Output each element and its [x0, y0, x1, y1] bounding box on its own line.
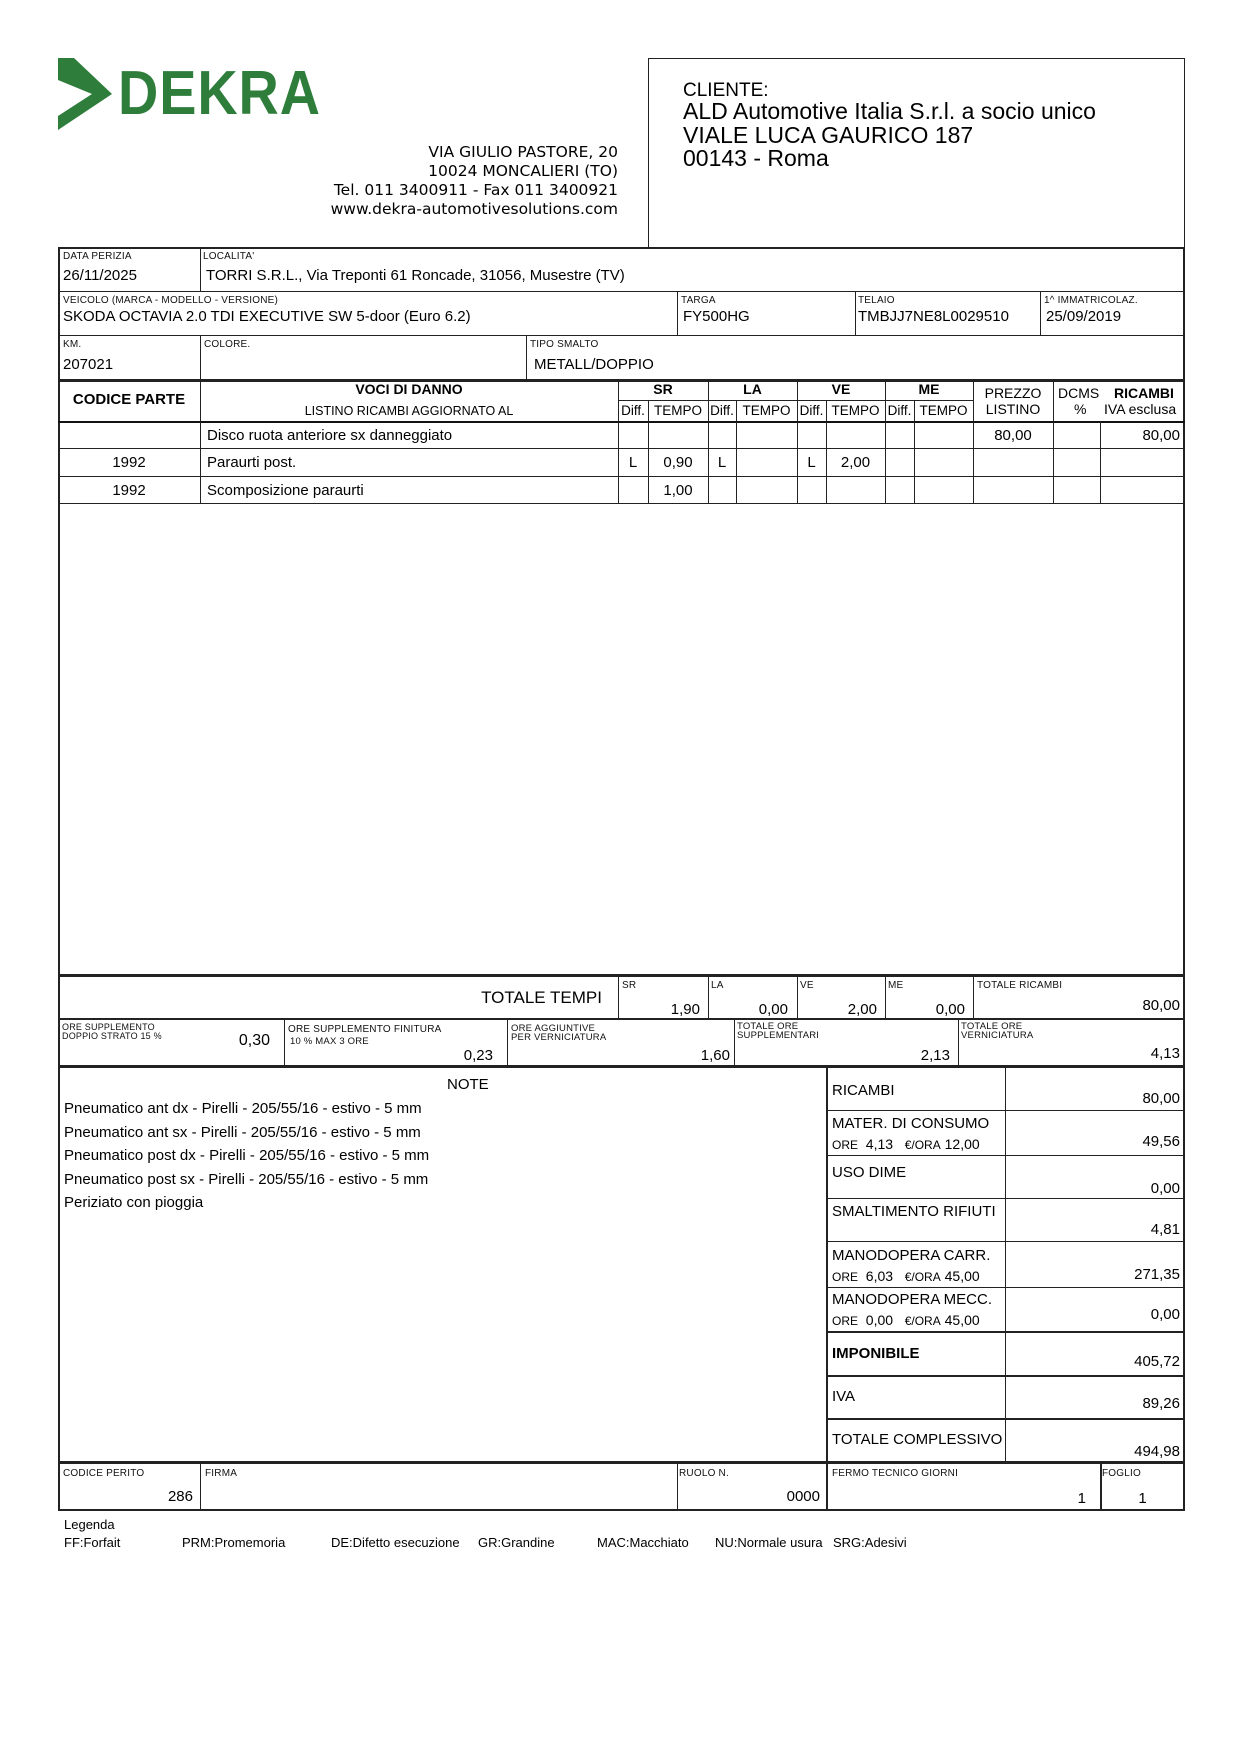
supp-finitura-sublabel: 10 % MAX 3 ORE — [290, 1036, 369, 1047]
client-label: CLIENTE: — [683, 80, 769, 101]
divider — [58, 1018, 1185, 1020]
client-name: ALD Automotive Italia S.r.l. a socio unico — [683, 98, 1096, 124]
tot-sr-value: 1,90 — [670, 1001, 700, 1018]
divider — [826, 1375, 1185, 1377]
divider — [1005, 1066, 1006, 1463]
veicolo-value: SKODA OCTAVIA 2.0 TDI EXECUTIVE SW 5-door (Euro 6.2) — [63, 308, 471, 325]
divider — [826, 1241, 1185, 1242]
tot-la-value: 0,00 — [758, 1001, 788, 1018]
dekra-arrow-icon — [58, 58, 114, 130]
divider — [826, 1198, 1185, 1199]
note-line: Pneumatico post dx - Pirelli - 205/55/16 - estivo - 5 mm — [64, 1147, 430, 1164]
tot-sr-label: SR — [622, 980, 637, 991]
localita-label: LOCALITA' — [203, 251, 255, 262]
row-ricambi: 80,00 — [1142, 427, 1180, 444]
row-voce: Scomposizione paraurti — [207, 482, 364, 499]
supp-doppio-label-1: ORE SUPPLEMENTO — [62, 1022, 155, 1032]
summary-label: TOTALE COMPLESSIVO — [832, 1431, 1003, 1448]
summary-label: SMALTIMENTO RIFIUTI — [832, 1203, 996, 1220]
tot-supp-label-2: SUPPLEMENTARI — [737, 1030, 820, 1041]
tot-me-value: 0,00 — [935, 1001, 965, 1018]
la-diff-header: Diff. — [710, 403, 734, 418]
summary-label: MATER. DI CONSUMO — [832, 1115, 990, 1132]
sr-header: SR — [653, 381, 673, 397]
website-link[interactable]: www.dekra-automotivesolutions.com — [330, 200, 618, 218]
targa-value: FY500HG — [683, 308, 750, 325]
tot-ve-label: VE — [800, 980, 814, 991]
divider — [826, 1418, 1185, 1420]
summary-value: 4,81 — [1150, 1221, 1180, 1238]
divider — [708, 380, 709, 503]
tot-vern-label-1: TOTALE ORE — [961, 1021, 1023, 1032]
legenda-item: FF:Forfait — [64, 1535, 121, 1550]
note-line: Pneumatico ant sx - Pirelli - 205/55/16 - estivo - 5 mm — [64, 1124, 421, 1141]
tot-supp-label — [737, 1022, 819, 1040]
row-la-diff: L — [717, 454, 727, 471]
divider — [734, 1018, 735, 1067]
me-tempo-header: TEMPO — [919, 403, 968, 418]
client-street: VIALE LUCA GAURICO 187 — [683, 122, 974, 148]
tot-ricambi-label: TOTALE RICAMBI — [977, 980, 1063, 991]
divider — [885, 380, 886, 503]
summary-label: USO DIME — [832, 1164, 907, 1181]
immatricolazione-value: 25/09/2019 — [1046, 308, 1122, 325]
divider — [826, 1331, 1185, 1333]
legenda-item: GR:Grandine — [478, 1535, 555, 1550]
client-city: 00143 - Roma — [683, 145, 829, 171]
divider — [826, 1066, 828, 1463]
codice-perito-label: CODICE PERITO — [63, 1468, 145, 1479]
aggiuntive-label-1: ORE AGGIUNTIVE — [511, 1023, 596, 1034]
codice-parte-header: CODICE PARTE — [72, 391, 186, 408]
divider — [58, 503, 1185, 504]
row-codice: 1992 — [112, 454, 146, 471]
sr-diff-header: Diff. — [621, 403, 645, 418]
row-codice: 1992 — [112, 482, 146, 499]
divider — [708, 975, 709, 1018]
rate-label: €/ORA — [904, 1138, 941, 1152]
data-perizia-value: 26/11/2025 — [63, 267, 137, 284]
row-sr-tempo: 0,90 — [663, 454, 693, 471]
supp-finitura-value: 0,23 — [463, 1047, 493, 1064]
rate-label: €/ORA — [904, 1270, 941, 1284]
supp-doppio-label — [62, 1023, 162, 1041]
rate-value: 45,00 — [944, 1312, 980, 1328]
km-label: KM. — [63, 339, 82, 350]
supp-doppio-value: 0,30 — [238, 1032, 270, 1049]
fermo-tecnico-value: 1 — [1077, 1490, 1086, 1507]
aggiuntive-label — [511, 1024, 606, 1042]
legenda-title: Legenda — [64, 1517, 115, 1532]
tot-la-label: LA — [711, 980, 724, 991]
la-tempo-header: TEMPO — [742, 403, 791, 418]
me-header: ME — [918, 381, 940, 397]
summary-label: RICAMBI — [832, 1082, 895, 1099]
summary-value: 494,98 — [1134, 1443, 1180, 1460]
row-voce: Disco ruota anteriore sx danneggiato — [207, 427, 453, 444]
summary-value: 405,72 — [1134, 1353, 1180, 1370]
aggiuntive-label-2: PER VERNICIATURA — [511, 1032, 607, 1043]
note-line: Periziato con pioggia — [64, 1194, 204, 1211]
aggiuntive-value: 1,60 — [700, 1047, 730, 1064]
foglio-label: FOGLIO — [1102, 1468, 1141, 1479]
veicolo-label: VEICOLO (MARCA - MODELLO - VERSIONE) — [63, 295, 279, 306]
ve-header: VE — [831, 381, 851, 397]
firma-label: FIRMA — [205, 1468, 238, 1479]
row-ve-diff: L — [807, 454, 816, 471]
ore-label: ORE — [832, 1270, 859, 1284]
summary-value: 0,00 — [1150, 1180, 1180, 1197]
tot-vern-value: 4,13 — [1150, 1045, 1180, 1062]
prezzo-header: PREZZO — [984, 385, 1042, 401]
note-line: Pneumatico ant dx - Pirelli - 205/55/16 - estivo - 5 mm — [64, 1100, 422, 1117]
tot-vern-label — [961, 1022, 1033, 1040]
divider — [618, 975, 619, 1018]
summary-value: 0,00 — [1150, 1306, 1180, 1323]
divider — [826, 1462, 828, 1511]
legenda-item: SRG:Adesivi — [833, 1535, 907, 1550]
tipo-smalto-label: TIPO SMALTO — [530, 339, 599, 350]
telaio-label: TELAIO — [858, 295, 895, 306]
ve-diff-header: Diff. — [799, 403, 824, 418]
tot-supp-value: 2,13 — [920, 1047, 950, 1064]
divider — [797, 380, 798, 503]
legenda-item: PRM:Promemoria — [182, 1535, 286, 1550]
totale-tempi-label: TOTALE TEMPI — [481, 988, 602, 1007]
supp-finitura-label: ORE SUPPLEMENTO FINITURA — [288, 1024, 442, 1035]
fermo-tecnico-label: FERMO TECNICO GIORNI — [832, 1468, 959, 1479]
divider — [826, 1155, 1185, 1156]
dcms-header: DCMS — [1058, 385, 1100, 401]
divider — [200, 247, 201, 291]
ve-tempo-header: TEMPO — [831, 403, 880, 418]
divider — [885, 975, 886, 1018]
divider — [58, 476, 1185, 477]
divider — [618, 380, 619, 503]
supp-doppio-label-2: DOPPIO STRATO 15 % — [62, 1031, 162, 1041]
logo-text: DEKRA — [118, 59, 321, 128]
summary-sub — [832, 1312, 980, 1328]
immatricolazione-label: 1^ IMMATRICOLAZ. — [1044, 295, 1138, 306]
row-sr-diff: L — [628, 454, 638, 471]
divider — [58, 421, 1185, 423]
summary-value: 271,35 — [1134, 1266, 1180, 1283]
ore-label: ORE — [832, 1138, 859, 1152]
divider — [58, 335, 1185, 336]
ore-value: 4,13 — [865, 1136, 894, 1152]
summary-label: IVA — [832, 1388, 856, 1405]
foglio-value: 1 — [1138, 1490, 1147, 1507]
divider — [855, 291, 856, 335]
tot-me-label: ME — [888, 980, 904, 991]
divider — [58, 448, 1185, 449]
divider — [677, 1462, 678, 1511]
divider — [58, 291, 1185, 292]
divider — [1040, 291, 1041, 335]
tot-vern-label-2: VERNICIATURA — [961, 1030, 1034, 1041]
divider — [797, 975, 798, 1018]
divider — [826, 1287, 1185, 1288]
row-ve-tempo: 2,00 — [840, 454, 871, 471]
divider — [677, 291, 678, 335]
tipo-smalto-value: METALL/DOPPIO — [534, 356, 654, 373]
divider — [526, 335, 527, 381]
summary-sub — [832, 1136, 980, 1152]
row-prezzo: 80,00 — [994, 427, 1032, 444]
summary-sub — [832, 1268, 980, 1284]
telaio-value: TMBJJ7NE8L0029510 — [858, 308, 1009, 325]
colore-label: COLORE. — [204, 339, 251, 350]
summary-value: 80,00 — [1142, 1090, 1180, 1107]
tot-ricambi-value: 80,00 — [1142, 997, 1180, 1014]
voci-danno-header: VOCI DI DANNO — [355, 381, 463, 397]
divider — [200, 1462, 201, 1511]
data-perizia-label: DATA PERIZIA — [63, 251, 132, 262]
dcms-pct-header: % — [1074, 401, 1087, 417]
divider — [618, 400, 973, 401]
divider — [200, 380, 201, 503]
ruolo-label: RUOLO N. — [679, 1468, 729, 1479]
targa-label: TARGA — [681, 295, 716, 306]
summary-value: 49,56 — [1142, 1133, 1180, 1150]
legenda-item: DE:Difetto esecuzione — [331, 1535, 460, 1550]
rate-value: 12,00 — [944, 1136, 980, 1152]
legenda-item: MAC:Macchiato — [597, 1535, 689, 1550]
rate-label: €/ORA — [904, 1314, 941, 1328]
ricambi-header: RICAMBI — [1114, 385, 1174, 401]
note-line: Pneumatico post sx - Pirelli - 205/55/16 - estivo - 5 mm — [64, 1171, 429, 1188]
phone-fax: Tel. 011 3400911 - Fax 011 3400921 — [333, 181, 618, 199]
localita-value: TORRI S.R.L., Via Treponti 61 Roncade, 31056, Musestre (TV) — [206, 267, 625, 284]
listino-header: LISTINO RICAMBI AGGIORNATO AL — [304, 404, 514, 418]
divider — [958, 1018, 959, 1067]
ore-value: 6,03 — [865, 1268, 894, 1284]
tot-supp-label-1: TOTALE ORE — [737, 1021, 799, 1032]
summary-label: MANODOPERA CARR. — [832, 1247, 991, 1264]
divider — [1053, 380, 1054, 503]
address-line: VIA GIULIO PASTORE, 20 — [428, 143, 618, 161]
sr-tempo-header: TEMPO — [653, 403, 702, 418]
divider — [973, 975, 974, 1018]
ore-value: 0,00 — [865, 1312, 894, 1328]
summary-value: 89,26 — [1142, 1395, 1180, 1412]
la-header: LA — [743, 381, 762, 397]
rate-value: 45,00 — [944, 1268, 980, 1284]
listino-col-header: LISTINO — [985, 401, 1041, 417]
row-voce: Paraurti post. — [207, 454, 297, 471]
note-title: NOTE — [447, 1076, 489, 1093]
ruolo-value: 0000 — [786, 1488, 820, 1505]
divider — [200, 335, 201, 381]
divider — [826, 1110, 1185, 1111]
codice-perito-value: 286 — [167, 1488, 193, 1505]
me-diff-header: Diff. — [887, 403, 912, 418]
divider — [284, 1018, 285, 1067]
summary-label: MANODOPERA MECC. — [832, 1291, 993, 1308]
legenda-item: NU:Normale usura — [715, 1535, 823, 1550]
row-sr-tempo: 1,00 — [663, 482, 693, 499]
tot-ve-value: 2,00 — [847, 1001, 877, 1018]
summary-label: IMPONIBILE — [832, 1345, 920, 1362]
ore-label: ORE — [832, 1314, 859, 1328]
km-value: 207021 — [63, 356, 114, 373]
address-line: 10024 MONCALIERI (TO) — [428, 162, 618, 180]
divider — [507, 1018, 508, 1067]
iva-esclusa-header: IVA esclusa — [1104, 401, 1177, 417]
